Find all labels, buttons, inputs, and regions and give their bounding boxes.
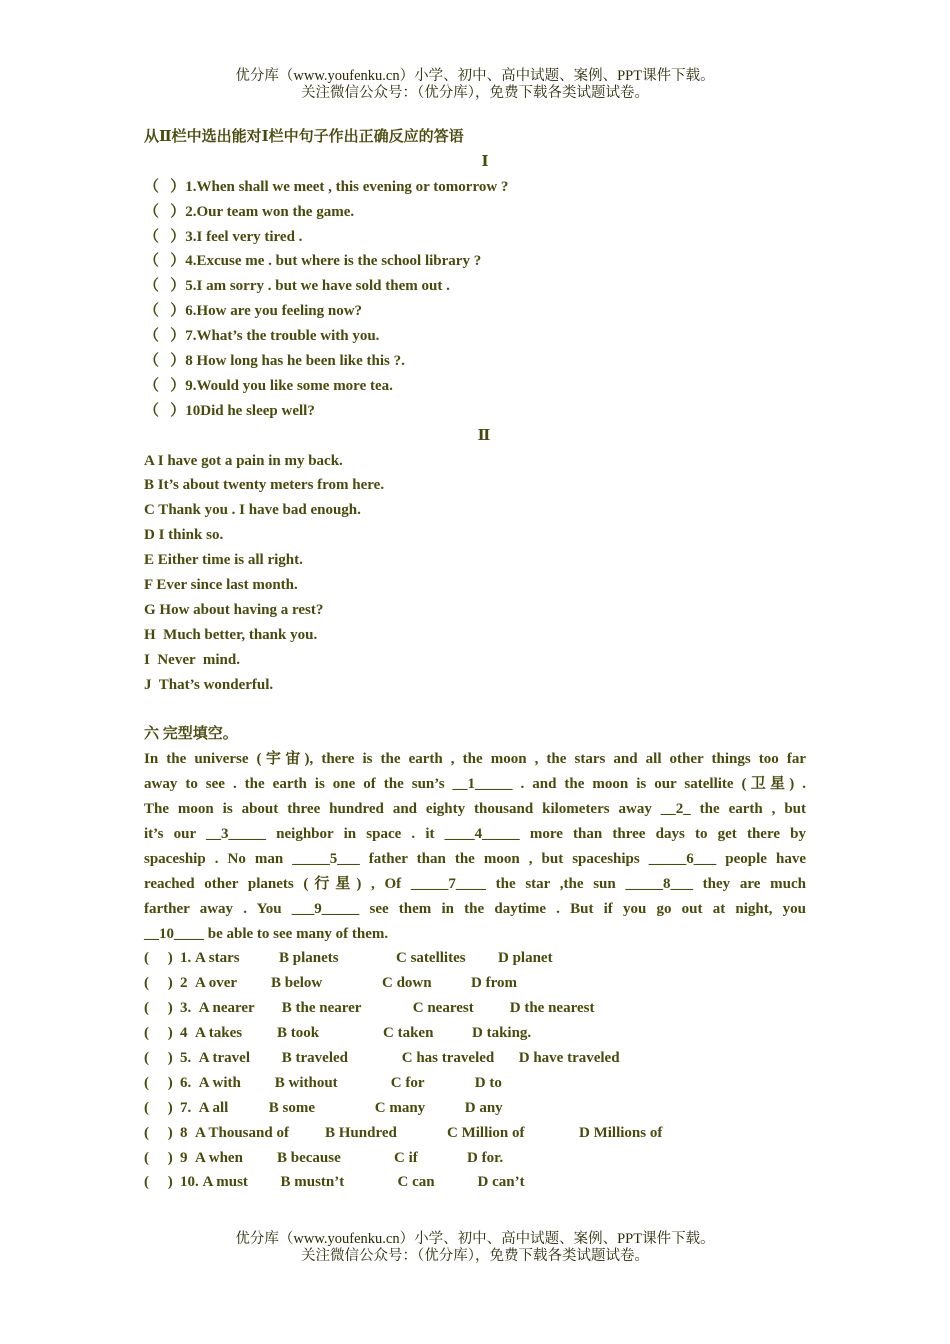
option-b: B mustn’t: [280, 1174, 345, 1191]
question-item: （ ）6.How are you feeling now?: [144, 303, 363, 320]
header-line-1: 优分库（www.youfenku.cn）小学、初中、高中试题、案例、PPT课件下载。: [235, 68, 715, 84]
passage-line: The moon is about three hundred and eighty thousand kilometers away __2_ the earth , but: [144, 801, 806, 818]
choice-number: 5.: [180, 1049, 199, 1066]
answer-blank: ( ): [144, 1049, 173, 1066]
option-b: B took: [277, 1025, 320, 1042]
answer-item: C Thank you . I have bad enough.: [144, 502, 361, 519]
option-b: B below: [271, 975, 323, 992]
option-c: C Million of: [447, 1124, 525, 1141]
choice-number: 1.: [180, 950, 195, 967]
choice-number: 7.: [180, 1099, 199, 1116]
option-b: B Hundred: [325, 1124, 397, 1141]
answer-blank: ( ): [144, 1000, 173, 1017]
question-item: （ ）8 How long has he been like this ?.: [144, 353, 405, 370]
option-d: D the nearest: [509, 1000, 595, 1017]
option-c: C for: [390, 1074, 425, 1091]
option-a: A all: [198, 1099, 229, 1116]
answer-blank: ( ): [144, 1025, 173, 1042]
answer-blank: ( ): [144, 1099, 173, 1116]
choice-number: 10.: [180, 1174, 203, 1191]
option-d: D from: [471, 975, 517, 992]
page-header: [0, 68, 950, 102]
question-item: （ ）2.Our team won the game.: [144, 203, 355, 220]
answer-blank: ( ): [144, 950, 173, 967]
choice-number: 8: [180, 1124, 195, 1141]
answer-blank: ( ): [144, 1124, 173, 1141]
question-item: （ ）3.I feel very tired .: [144, 228, 303, 245]
option-a: A takes: [195, 1025, 243, 1042]
option-d: D taking.: [472, 1025, 532, 1042]
choice-number: 6.: [180, 1074, 199, 1091]
option-d: D planet: [498, 950, 553, 967]
option-d: D have traveled: [518, 1049, 620, 1066]
header-line-2: 关注微信公众号：（优分库），免费下载各类试题试卷。: [301, 85, 649, 101]
option-c: C many: [374, 1099, 426, 1116]
option-c: C down: [382, 975, 432, 992]
answer-item: F Ever since last month.: [144, 577, 298, 594]
question-item: （ ）10Did he sleep well?: [144, 402, 315, 419]
answer-item: I Never mind.: [144, 651, 240, 668]
option-a: A with: [198, 1074, 241, 1091]
option-c: C can: [397, 1174, 435, 1191]
cloze-passage: [144, 747, 806, 946]
option-b: B because: [277, 1149, 341, 1166]
answer-list: [144, 449, 806, 698]
document-body: [144, 125, 806, 1195]
choice-list: [144, 946, 806, 1195]
passage-line: In the universe (宇宙), there is the earth , the moon , the stars and all other things too far: [144, 751, 806, 768]
answer-blank: ( ): [144, 1149, 173, 1166]
choice-row: [144, 1170, 806, 1195]
section5-title: 从Ⅱ栏中选出能对Ⅰ栏中句子作出正确反应的答语: [144, 129, 464, 145]
choice-row: [144, 1021, 806, 1046]
option-a: A over: [195, 975, 238, 992]
option-b: B traveled: [281, 1049, 348, 1066]
answer-blank: ( ): [144, 1174, 173, 1191]
option-d: D any: [464, 1099, 503, 1116]
passage-line: it’s our __3_____ neighbor in space . it ____4_____ more than three days to get there by: [144, 825, 806, 842]
question-item: （ ）7.What’s the trouble with you.: [144, 328, 380, 345]
option-d: D for.: [467, 1149, 504, 1166]
choice-number: 3.: [180, 1000, 199, 1017]
question-list: [144, 175, 806, 424]
choice-row: [144, 996, 806, 1021]
passage-line: away to see . the earth is one of the sun’s __1_____ . and the moon is our satellite (卫星) .: [144, 776, 806, 793]
answer-item: D I think so.: [144, 527, 224, 544]
option-d: D Millions of: [579, 1124, 663, 1141]
option-c: C taken: [383, 1025, 434, 1042]
option-c: C satellites: [396, 950, 466, 967]
choice-number: 9: [180, 1149, 195, 1166]
page-footer: [0, 1231, 950, 1265]
question-item: （ ）4.Excuse me . but where is the school library ?: [144, 253, 482, 270]
spacer: [144, 697, 806, 722]
choice-row: [144, 1121, 806, 1146]
column-2-label: Ⅱ: [477, 427, 491, 444]
option-a: A stars: [195, 950, 240, 967]
option-c: C nearest: [412, 1000, 474, 1017]
question-item: （ ）9.Would you like some more tea.: [144, 377, 393, 394]
option-d: D to: [474, 1074, 502, 1091]
answer-item: B It’s about twenty meters from here.: [144, 477, 385, 494]
column-1-label: Ⅰ: [481, 153, 489, 170]
choice-row: [144, 1146, 806, 1171]
option-a: A travel: [198, 1049, 250, 1066]
passage-line: __10____ be able to see many of them.: [144, 925, 389, 942]
answer-item: H Much better, thank you.: [144, 626, 318, 643]
choice-row: [144, 1046, 806, 1071]
answer-blank: ( ): [144, 1074, 173, 1091]
answer-blank: ( ): [144, 975, 173, 992]
question-item: （ ）1.When shall we meet , this evening or tomorrow ?: [144, 178, 509, 195]
passage-line: farther away . You ___9_____ see them in the daytime . But if you go out at night, you: [144, 900, 806, 917]
option-c: C has traveled: [401, 1049, 495, 1066]
choice-row: [144, 946, 806, 971]
footer-line-1: 优分库（www.youfenku.cn）小学、初中、高中试题、案例、PPT课件下载。: [235, 1231, 715, 1247]
option-b: B planets: [279, 950, 339, 967]
option-d: D can’t: [477, 1174, 525, 1191]
option-b: B the nearer: [281, 1000, 362, 1017]
option-a: A when: [195, 1149, 243, 1166]
option-b: B some: [268, 1099, 315, 1116]
answer-item: E Either time is all right.: [144, 552, 303, 569]
option-a: A nearer: [198, 1000, 255, 1017]
passage-line: reached other planets (行星) , Of _____7____ the star ,the sun _____8___ they are much: [144, 875, 806, 892]
option-a: A Thousand of: [195, 1124, 289, 1141]
footer-line-2: 关注微信公众号：（优分库），免费下载各类试题试卷。: [301, 1248, 649, 1264]
answer-item: G How about having a rest?: [144, 601, 324, 618]
choice-row: [144, 971, 806, 996]
choice-row: [144, 1096, 806, 1121]
option-c: C if: [394, 1149, 418, 1166]
choice-number: 2: [180, 975, 195, 992]
option-a: A must: [202, 1174, 248, 1191]
question-item: （ ）5.I am sorry . but we have sold them out .: [144, 278, 450, 295]
answer-item: J That’s wonderful.: [144, 676, 274, 693]
passage-line: spaceship . No man _____5___ father than the moon , but spaceships _____6___ people have: [144, 850, 806, 867]
section6-title: 六 完型填空。: [144, 726, 238, 743]
answer-item: A I have got a pain in my back.: [144, 452, 343, 469]
choice-row: [144, 1071, 806, 1096]
option-b: B without: [274, 1074, 338, 1091]
choice-number: 4: [180, 1025, 195, 1042]
